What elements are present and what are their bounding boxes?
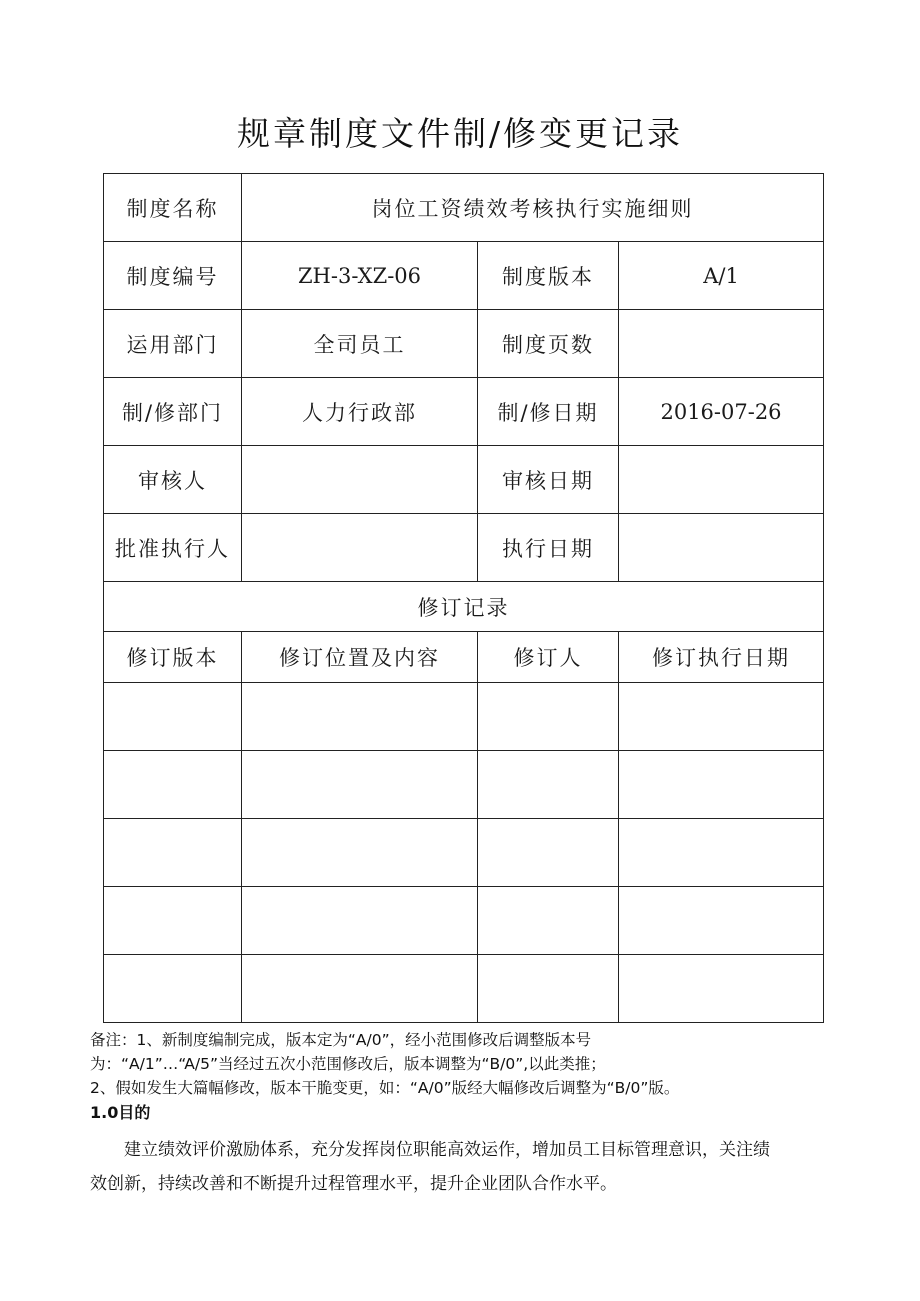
- revision-cell: [104, 751, 242, 819]
- reviewdate-label: 审核日期: [478, 446, 619, 514]
- revision-cell: [619, 887, 824, 955]
- dept-label: 运用部门: [104, 310, 242, 378]
- revision-cell: [478, 819, 619, 887]
- revision-header-reviser: 修订人: [478, 632, 619, 683]
- revision-cell: [619, 955, 824, 1023]
- execdate-value: [619, 514, 824, 582]
- table-row: [104, 446, 824, 514]
- pages-label: 制度页数: [478, 310, 619, 378]
- change-record-table: [103, 173, 824, 1023]
- revision-row: [104, 887, 824, 955]
- revision-cell: [478, 683, 619, 751]
- version-label: 制度版本: [478, 242, 619, 310]
- revision-cell: [242, 819, 478, 887]
- editdate-value: 2016-07-26: [619, 378, 824, 446]
- revision-cell: [242, 751, 478, 819]
- revision-row: [104, 819, 824, 887]
- page-title: 规章制度文件制/修变更记录: [236, 114, 684, 153]
- revision-section-title: 修订记录: [104, 582, 824, 632]
- reviewer-value: [242, 446, 478, 514]
- revision-cell: [619, 751, 824, 819]
- table-row: [104, 582, 824, 632]
- approver-label: 批准执行人: [104, 514, 242, 582]
- revision-cell: [242, 683, 478, 751]
- table-row: [104, 514, 824, 582]
- revision-cell: [104, 887, 242, 955]
- remarks: [90, 1028, 835, 1100]
- revision-header-date: 修订执行日期: [619, 632, 824, 683]
- execdate-label: 执行日期: [478, 514, 619, 582]
- revision-cell: [104, 955, 242, 1023]
- pages-value: [619, 310, 824, 378]
- remark-line: 备注：1、新制度编制完成，版本定为“A/0”，经小范围修改后调整版本号: [90, 1031, 592, 1049]
- version-value: A/1: [619, 242, 824, 310]
- reviewer-label: 审核人: [104, 446, 242, 514]
- revision-row: [104, 751, 824, 819]
- revision-cell: [619, 683, 824, 751]
- table-row: [104, 378, 824, 446]
- table-row: [104, 242, 824, 310]
- paragraph-line: 效创新，持续改善和不断提升过程管理水平，提升企业团队合作水平。: [90, 1174, 617, 1194]
- editdept-value: 人力行政部: [242, 378, 478, 446]
- revision-cell: [242, 955, 478, 1023]
- editdept-label: 制/修部门: [104, 378, 242, 446]
- remark-line: 2、假如发生大篇幅修改，版本干脆变更，如：“A/0”版经大幅修改后调整为“B/0”版。: [90, 1079, 680, 1097]
- revision-header-version: 修订版本: [104, 632, 242, 683]
- approver-value: [242, 514, 478, 582]
- revision-header-content: 修订位置及内容: [242, 632, 478, 683]
- section-heading: 1.0目的: [90, 1103, 151, 1122]
- revision-cell: [104, 683, 242, 751]
- revision-cell: [478, 955, 619, 1023]
- paragraph-line: 建立绩效评价激励体系，充分发挥岗位职能高效运作，增加员工目标管理意识，关注绩: [124, 1140, 770, 1160]
- revision-cell: [478, 887, 619, 955]
- revision-cell: [104, 819, 242, 887]
- revision-row: [104, 955, 824, 1023]
- purpose-paragraph: [90, 1133, 840, 1201]
- table-row: [104, 174, 824, 242]
- remark-line: 为：“A/1”…“A/5”当经过五次小范围修改后，版本调整为“B/0”,以此类推；: [90, 1055, 606, 1073]
- reviewdate-value: [619, 446, 824, 514]
- code-value: ZH-3-XZ-06: [242, 242, 478, 310]
- editdate-label: 制/修日期: [478, 378, 619, 446]
- name-value: 岗位工资绩效考核执行实施细则: [242, 174, 824, 242]
- name-label: 制度名称: [104, 174, 242, 242]
- table-row: [104, 632, 824, 683]
- revision-row: [104, 683, 824, 751]
- code-label: 制度编号: [104, 242, 242, 310]
- dept-value: 全司员工: [242, 310, 478, 378]
- table-row: [104, 310, 824, 378]
- revision-cell: [619, 819, 824, 887]
- revision-cell: [242, 887, 478, 955]
- revision-cell: [478, 751, 619, 819]
